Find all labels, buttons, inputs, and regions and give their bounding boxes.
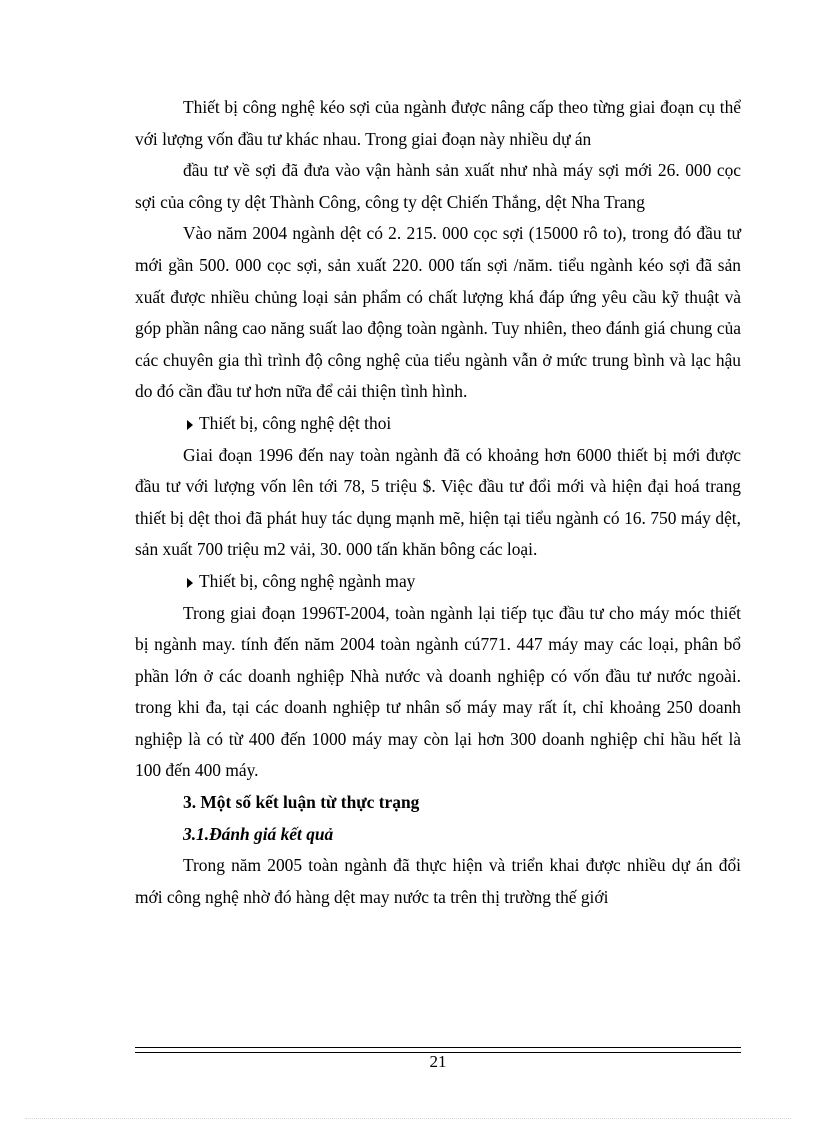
bullet-garment <box>135 566 741 598</box>
paragraph-weaving: Giai đoạn 1996 đến nay toàn ngành đã có khoảng hơn 6000 thiết bị mới được đầu tư với lượng vốn lên tới 78, 5 triệu $. Việc đầu tư đổi mới và hiện đại hoá trang thiết bị dệt thoi đã phát huy tác dụng mạnh mẽ, hiện tại tiểu ngành có 16. 750 máy dệt, sản xuất 700 triệu m2 vải, 30. 000 tấn khăn bông các loại. <box>135 444 741 560</box>
bullet-garment-label: Thiết bị, công nghệ ngành may <box>199 570 416 591</box>
heading-results-evaluation: 3.1.Đánh giá kết quả <box>183 823 334 844</box>
page-number: 21 <box>429 1052 447 1071</box>
paragraph-spinning-2004: Vào năm 2004 ngành dệt có 2. 215. 000 cọc sợi (15000 rô to), trong đó đầu tư mới gần 500. 000 cọc sợi, sản xuất 220. 000 tấn sợi /năm. tiểu ngành kéo sợi đã sản xuất được nhiều chủng loại sản phẩm có chất lượng khá đáp ứng yêu cầu kỹ thuật và góp phần nâng cao năng suất lao động toàn ngành. Tuy nhiên, theo đánh giá chung của các chuyên gia thì trình độ công nghệ của tiểu ngành vẫn ở mức trung bình và lạc hậu do đó cần đầu tư hơn nữa để cải thiện tình hình. <box>135 223 741 402</box>
bullet-weaving <box>135 408 741 440</box>
paragraph-spinning-projects: đầu tư về sợi đã đưa vào vận hành sản xuất như nhà máy sợi mới 26. 000 cọc sợi của công ty dệt Thành Công, công ty dệt Chiến Thắng, dệt Nha Trang <box>135 160 741 212</box>
page-bottom-border <box>25 1118 791 1119</box>
arrow-right-icon <box>187 578 193 588</box>
paragraph-spinning-equipment: Thiết bị công nghệ kéo sợi của ngành được nâng cấp theo từng giai đoạn cụ thể với lượng vốn đầu tư khác nhau. Trong giai đoạn này nhiều dự án <box>135 97 741 149</box>
arrow-right-icon <box>187 420 193 430</box>
paragraph-results-2005: Trong năm 2005 toàn ngành đã thực hiện và triển khai được nhiều dự án đổi mới công nghệ nhờ đó hàng dệt may nước ta trên thị trường thế giới <box>135 855 741 907</box>
heading-conclusions: 3. Một số kết luận từ thực trạng <box>183 792 420 813</box>
document-body <box>135 92 741 913</box>
bullet-weaving-label: Thiết bị, công nghệ dệt thoi <box>199 412 392 433</box>
paragraph-garment: Trong giai đoạn 1996T-2004, toàn ngành lại tiếp tục đầu tư cho máy móc thiết bị ngành may. tính đến năm 2004 toàn ngành cú771. 447 máy may các loại, phân bổ phần lớn ở các doanh nghiệp Nhà nước và doanh nghiệp có vốn đầu tư nước ngoài. trong khi đa, tại các doanh nghiệp tư nhân số máy may rất ít, chỉ khoảng 250 doanh nghiệp là có từ 400 đến 1000 máy may còn lại hơn 300 doanh nghiệp chỉ hầu hết là 100 đến 400 máy. <box>135 602 741 781</box>
